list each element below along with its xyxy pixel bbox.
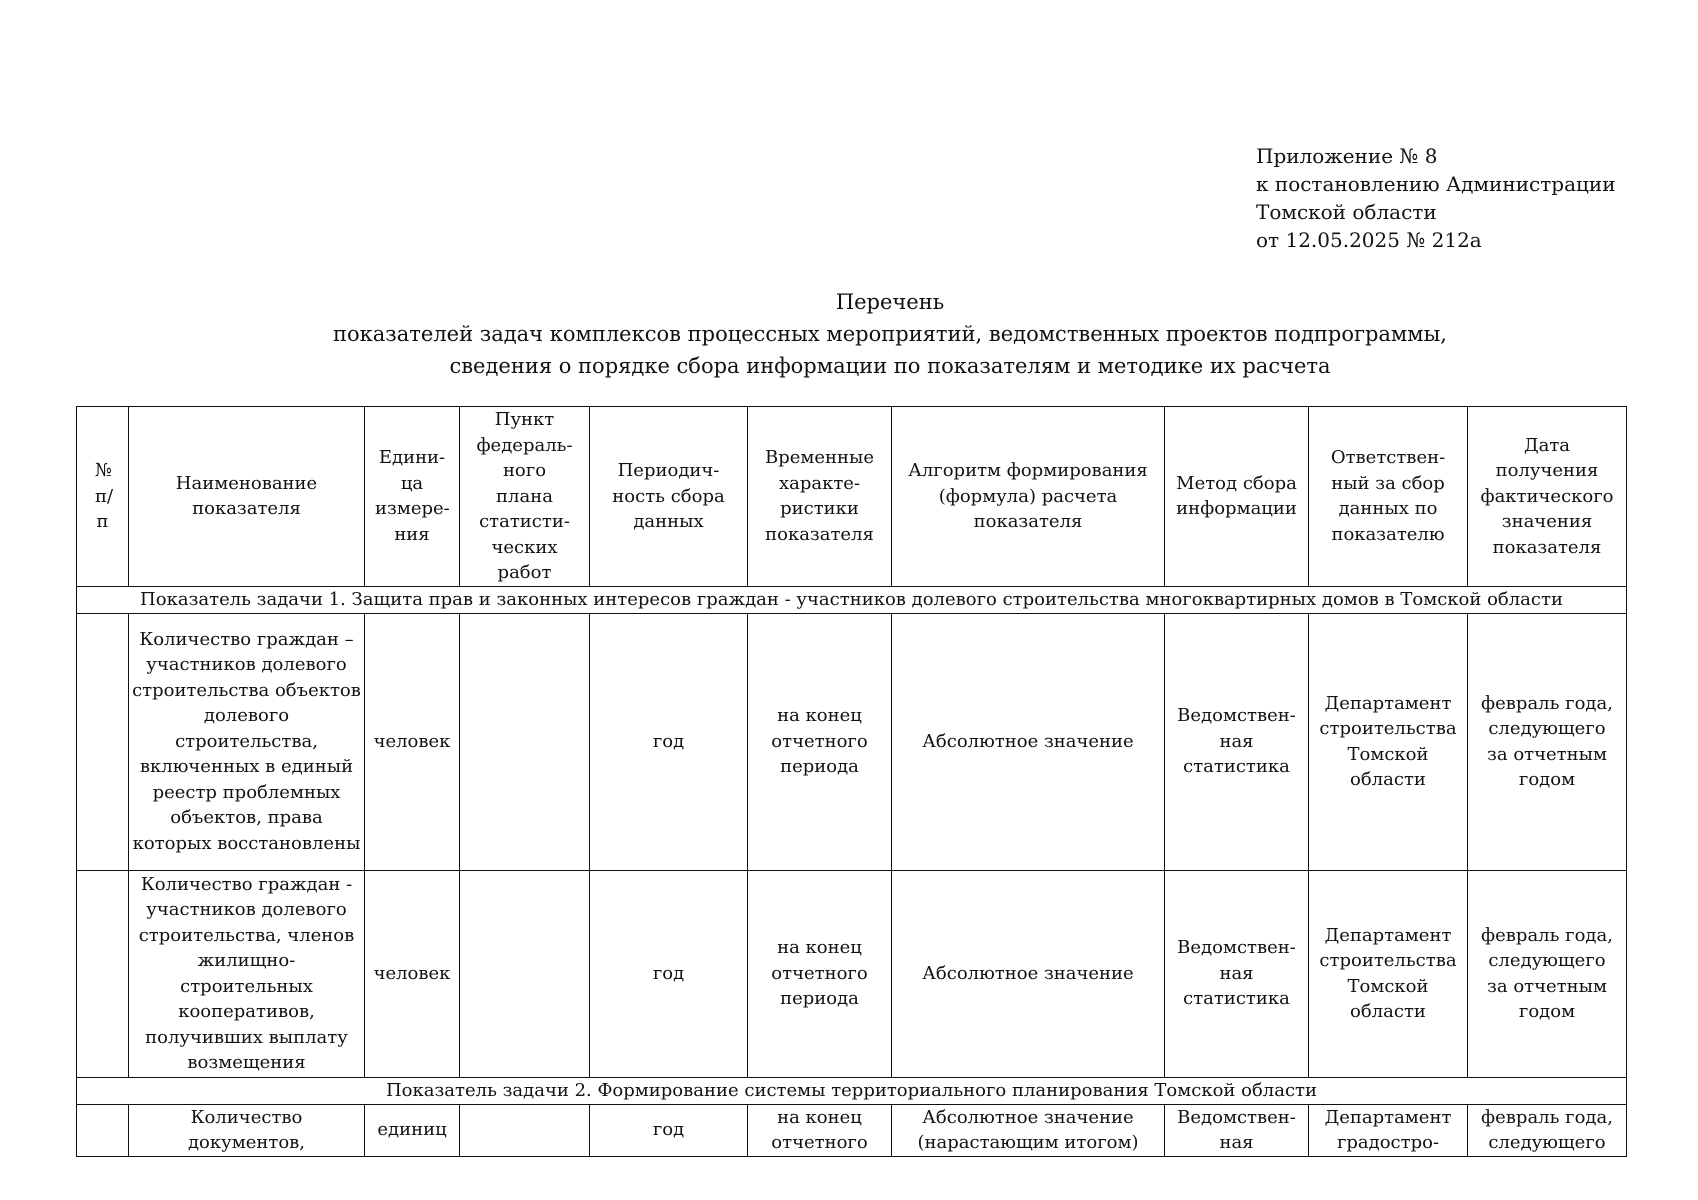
cell-responsible: Департамент строительства Томской области [1309,870,1468,1077]
cell-periodicity: год [590,1104,748,1156]
title-line: показателей задач комплексов процессных мероприятий, ведомственных проектов подпрограммы, [333,322,1447,346]
table-row [77,870,1627,1077]
document-title [0,286,1698,382]
cell-periodicity: год [590,613,748,870]
section-row [77,586,1627,613]
appendix-line: к постановлению Администрации [1256,172,1616,196]
cell-method: Ведомствен- ная статистика [1165,613,1309,870]
cell-time: на конец отчетного периода [748,870,892,1077]
cell-date: февраль года, следующего за отчетным годом [1468,870,1627,1077]
section-title: Показатель задачи 2. Формирование системы территориального планирования Томской области [77,1077,1627,1104]
cell-date: февраль года, следующего [1468,1104,1627,1156]
cell-unit: единиц [365,1104,460,1156]
title-line: Перечень [835,290,945,314]
cell-time: на конец отчетного периода [748,613,892,870]
header-cell-method: Метод сбора информации [1165,407,1309,587]
header-row [77,407,1627,587]
cell-num [77,1104,129,1156]
header-cell-date: Дата получения фактического значения показателя [1468,407,1627,587]
cell-plan-item [460,613,590,870]
header-cell-time: Временные характе- ристики показателя [748,407,892,587]
appendix-line: Приложение № 8 [1256,144,1438,168]
cell-name: Количество документов, [129,1104,365,1156]
cell-unit: человек [365,613,460,870]
cell-name: Количество граждан - участников долевого строительства, членов жилищно- строительных кооперативов, получивших выплату возмещения [129,870,365,1077]
cell-method: Ведомствен- ная статистика [1165,870,1309,1077]
header-cell-periodicity: Периодич- ность сбора данных [590,407,748,587]
cell-plan-item [460,870,590,1077]
cell-periodicity: год [590,870,748,1077]
table-row [77,613,1627,870]
appendix-block [1256,142,1616,254]
header-cell-num: № п/п [77,407,129,587]
appendix-line: от 12.05.2025 № 212а [1256,228,1482,252]
header-cell-unit: Едини- ца измере- ния [365,407,460,587]
cell-num [77,870,129,1077]
cell-unit: человек [365,870,460,1077]
cell-num [77,613,129,870]
cell-name: Количество граждан – участников долевого строительства объектов долевого строительства, включенных в единый реестр проблемных объектов, права которых восстановлены [129,613,365,870]
cell-plan-item [460,1104,590,1156]
cell-algorithm: Абсолютное значение [892,870,1165,1077]
appendix-line: Томской области [1256,200,1437,224]
header-cell-plan-item: Пункт федераль- ного плана статисти- ческих работ [460,407,590,587]
cell-algorithm: Абсолютное значение (нарастающим итогом) [892,1104,1165,1156]
cell-responsible: Департамент строительства Томской области [1309,613,1468,870]
cell-method: Ведомствен- ная [1165,1104,1309,1156]
cell-algorithm: Абсолютное значение [892,613,1165,870]
title-line: сведения о порядке сбора информации по показателям и методике их расчета [449,354,1331,378]
header-cell-responsible: Ответствен- ный за сбор данных по показателю [1309,407,1468,587]
cell-date: февраль года, следующего за отчетным годом [1468,613,1627,870]
cell-responsible: Департамент градостро- [1309,1104,1468,1156]
section-title: Показатель задачи 1. Защита прав и законных интересов граждан - участников долевого строительства многоквартирных домов в Томской области [77,586,1627,613]
table-row [77,1104,1627,1156]
cell-time: на конец отчетного [748,1104,892,1156]
header-cell-algorithm: Алгоритм формирования (формула) расчета показателя [892,407,1165,587]
indicators-table [76,406,1627,1157]
header-cell-name: Наименование показателя [129,407,365,587]
section-row [77,1077,1627,1104]
